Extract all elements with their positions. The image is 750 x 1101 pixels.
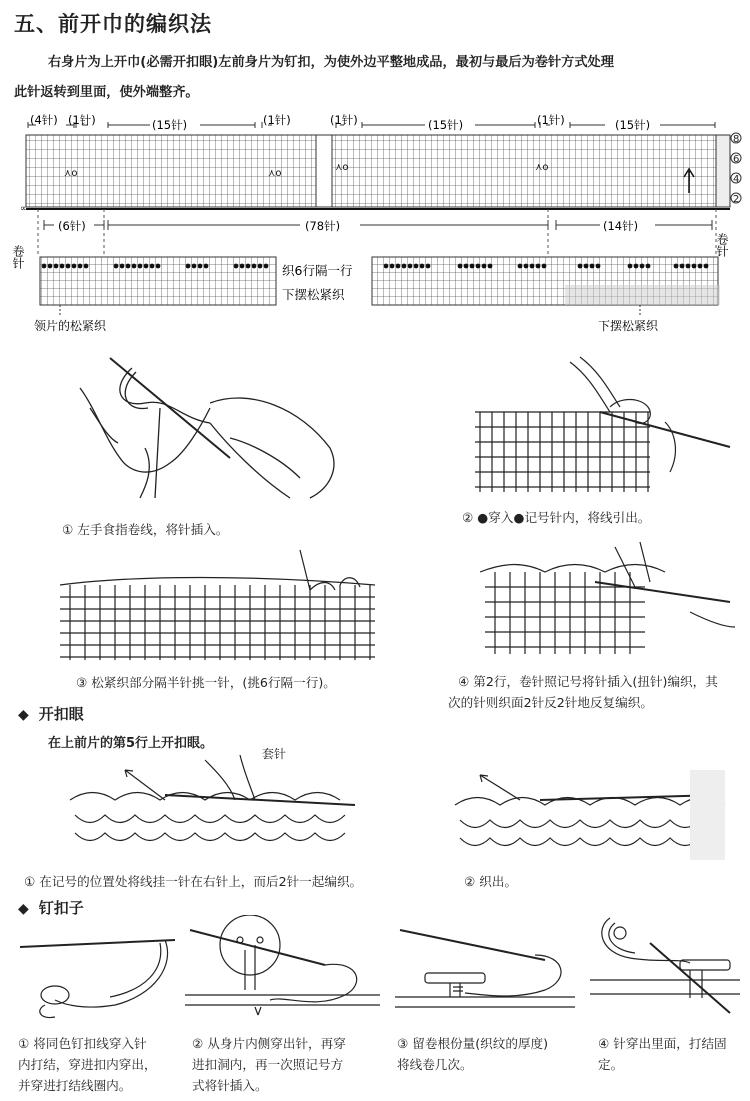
chart-top-label-4: (4针)	[30, 113, 58, 127]
buttonhole-heading: ◆ 开扣眼	[18, 705, 84, 723]
svg-text:⋏o: ⋏o	[535, 162, 549, 173]
step-4-caption-line-2: 次的针则织面2针反2针地反复编织。	[448, 695, 653, 710]
chart-top-label-1b: (1针)	[263, 113, 291, 127]
diamond-bullet-icon: ◆	[18, 901, 29, 917]
svg-text:⋏o: ⋏o	[335, 162, 349, 173]
button-step-4-caption: ④ 针穿出里面，打结固 定。	[598, 1036, 727, 1072]
svg-text:4: 4	[733, 174, 740, 185]
chart-bottom-label-6: (6针)	[58, 219, 86, 233]
chart-left-side-label: 卷针	[11, 245, 25, 269]
chart-right-side-label: 卷针	[715, 233, 729, 257]
intro-line-2: 此针返转到里面，使外端整齐。	[14, 85, 199, 100]
knitting-chart	[0, 105, 750, 340]
button-step-2-caption: ② 从身片内侧穿出针，再穿 进扣洞内，再一次照记号方 式将针插入。	[192, 1036, 346, 1093]
svg-text:⋏o: ⋏o	[268, 168, 282, 179]
step-3-caption: ③ 松紧织部分隔半针挑一针，(挑6行隔一行)。	[76, 675, 336, 690]
chart-caption-right: 下摆松紧织	[598, 319, 659, 333]
buttonhole-step-2-caption: ② 织出。	[464, 874, 518, 889]
svg-text:6: 6	[733, 154, 740, 165]
section-title: 五、前开巾的编织法	[14, 12, 212, 36]
illustration-twisted-knit	[475, 542, 740, 662]
chart-bottom-label-14: (14针)	[603, 219, 639, 233]
intro-line-1: 右身片为上开巾(必需开扣眼)左前身片为钉扣，为使外边平整地成品，最初与最后为卷针方式处理	[48, 55, 614, 70]
chart-upper-grid	[26, 135, 730, 209]
illustration-buttonhole-2	[450, 760, 730, 865]
svg-text:8: 8	[733, 134, 740, 145]
chart-top-label-15c: (15针)	[615, 118, 651, 132]
button-step-1-caption: ① 将同色钉扣线穿入针 内打结，穿进扣内穿出， 并穿进打结线圈内。	[18, 1036, 157, 1093]
chart-bottom-label-78: (78针)	[305, 219, 341, 233]
step-2-caption: ② ●穿入●记号针内，将线引出。	[462, 510, 651, 525]
illustration-button-3	[395, 925, 575, 1020]
chart-middle-note-2: 下摆松紧织	[282, 287, 345, 302]
chart-top-label-15a: (15针)	[152, 118, 188, 132]
buttonhole-subtitle: 在上前片的第5行上开扣眼。	[48, 736, 214, 751]
illustration-button-1	[15, 925, 185, 1025]
buttonhole-step-1-caption: ① 在记号的位置处将线挂一针在右针上，而后2针一起编织。	[24, 874, 363, 889]
svg-text:∝: ∝	[20, 204, 27, 214]
illustration-buttonhole-1	[65, 755, 365, 865]
illustration-button-2	[185, 915, 380, 1025]
diamond-bullet-icon: ◆	[18, 707, 29, 723]
chart-top-label-1d: (1针)	[537, 113, 565, 127]
chart-row-marks	[731, 133, 741, 205]
illustration-hand-cast-on	[60, 348, 360, 508]
button-heading: ◆ 钉扣子	[18, 899, 84, 917]
intro-paragraph	[14, 48, 739, 108]
button-step-3-caption: ③ 留卷根份量(织纹的厚度) 将线卷几次。	[397, 1036, 549, 1072]
chart-caption-left: 领片的松紧织	[34, 319, 107, 333]
chart-top-label-1c: (1针)	[330, 113, 358, 127]
step-1-caption: ① 左手食指卷线，将针插入。	[62, 522, 229, 537]
step-4-caption-line-1: ④ 第2行，卷针照记号将针插入(扭针)编织，其	[458, 674, 718, 689]
svg-text:2: 2	[733, 194, 740, 205]
chart-middle-note-1: 织6行隔一行	[282, 263, 353, 278]
illustration-button-4	[590, 908, 740, 1020]
chart-top-label-1a: (1针)	[68, 113, 96, 127]
svg-text:⋏o: ⋏o	[64, 168, 78, 179]
chart-top-label-15b: (15针)	[428, 118, 464, 132]
illustration-rib-pickup	[55, 545, 385, 665]
needle-label: 套针	[262, 747, 287, 761]
illustration-knit-needle-2	[470, 352, 740, 502]
